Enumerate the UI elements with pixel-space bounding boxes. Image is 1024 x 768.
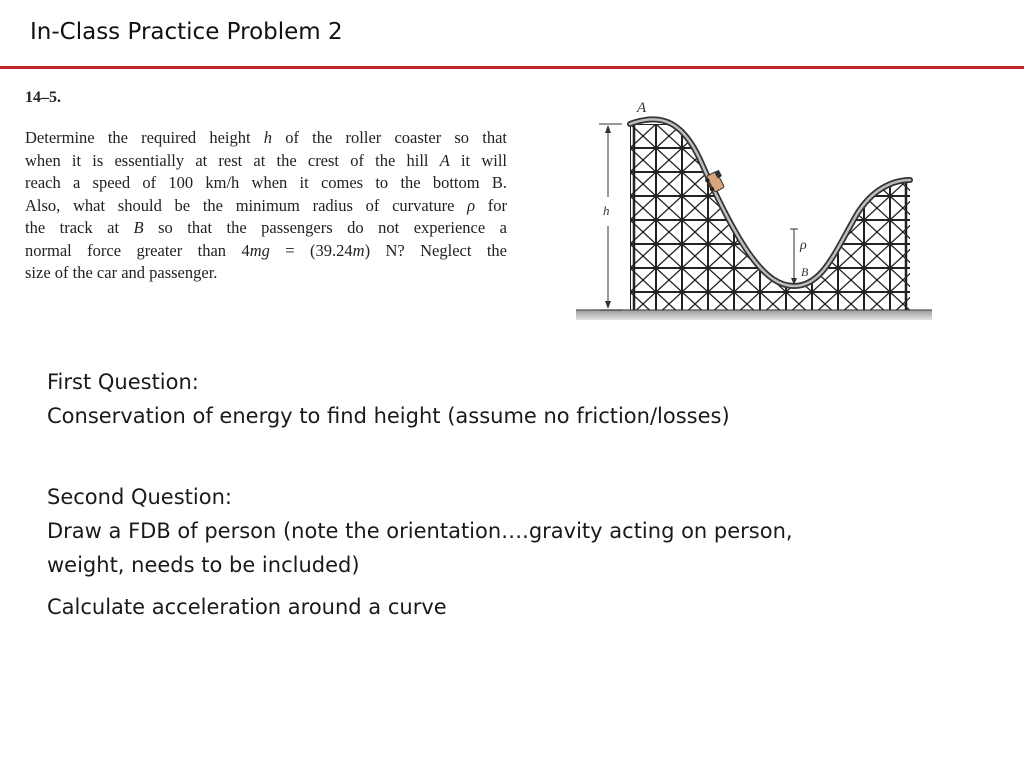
problem-statement (25, 127, 507, 285)
problem-line: the track at B so that the passengers do not experience a (25, 218, 507, 237)
problem-line: when it is essentially at rest at the crest of the hill A it will (25, 150, 507, 170)
ground (576, 310, 932, 320)
second-question-heading: Second Question: (47, 485, 232, 509)
label-b: B (801, 265, 809, 279)
label-a: A (637, 100, 647, 116)
problem-line: size of the car and passenger. (25, 263, 218, 282)
label-rho: ρ (800, 238, 807, 253)
problem-line: Determine the required height h of the roller coaster so that (25, 128, 507, 147)
first-question-text: Conservation of energy to find height (assume no friction/losses) (47, 404, 730, 428)
second-question-text: Draw a FDB of person (note the orientation….gravity acting on person, (47, 519, 793, 543)
first-question-heading: First Question: (47, 370, 199, 394)
second-question-text: weight, needs to be included) (47, 553, 360, 577)
calculate-text: Calculate acceleration around a curve (47, 595, 447, 619)
first-question-block (47, 365, 730, 433)
problem-number: 14–5. (25, 89, 61, 106)
calculate-note (47, 590, 447, 624)
second-question-block (47, 480, 793, 582)
problem-line: reach a speed of 100 km/h when it comes to the bottom B. (25, 173, 507, 192)
roller-coaster-figure (572, 94, 937, 326)
problem-line: Also, what should be the minimum radius of curvature ρ for (25, 195, 507, 215)
slide-title: In-Class Practice Problem 2 (30, 19, 343, 45)
label-h: h (603, 203, 610, 218)
radius-marker (790, 229, 798, 285)
problem-line: normal force greater than 4mg = (39.24m) N? Neglect the (25, 240, 507, 260)
title-rule-line (0, 66, 1024, 69)
title-rule (0, 66, 1024, 69)
